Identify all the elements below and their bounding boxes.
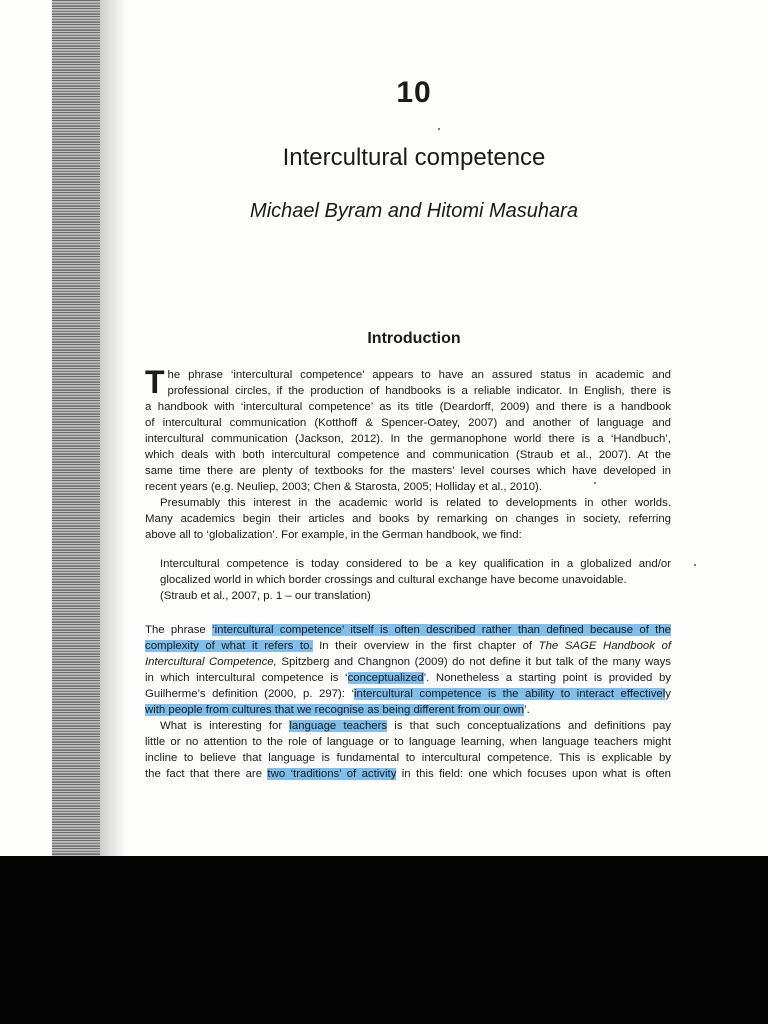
book-spine-shadow: [52, 0, 100, 856]
text-line: Presumably this interest in the academic world is related to developments in other worlds.: [160, 497, 671, 509]
paragraph-3: [145, 622, 671, 718]
text-line: which deals with both intercultural competence and communication (Straub et al., 2007). At the: [145, 449, 671, 461]
text-line: he phrase ‘intercultural competence’ appears to have an assured status in academic and: [167, 369, 671, 381]
text-line: of intercultural communication (Kotthoff & Spencer-Oatey, 2007) and another of language and: [145, 417, 671, 429]
text-line: intercultural communication (Jackson, 2012). In the germanophone world there is a ‘Handbuch’,: [145, 433, 671, 445]
text-line: [145, 670, 671, 686]
text-run: In their overview in the first chapter of: [312, 640, 539, 652]
quote-citation: (Straub et al., 2007, p. 1 – our translation): [160, 590, 371, 602]
text-line: [145, 686, 671, 702]
book-title-italic: The SAGE Handbook of: [538, 640, 671, 652]
text-line: Many academics begin their articles and books by remarking on changes in society, referring: [145, 513, 671, 525]
text-line: incline to believe that language is fundamental to intercultural competence. This is explicable by: [145, 752, 671, 764]
scan-speck: [694, 564, 696, 566]
quote-line: glocalized world in which border crossings and cultural exchange have become unavoidable.: [160, 574, 627, 586]
paragraph-2: [145, 495, 671, 543]
text-run: ’. Nonetheless a starting point is provided by: [423, 672, 671, 684]
book-title-italic: Intercultural Competence,: [145, 656, 277, 668]
highlighted-text: complexity of what it refers to.: [145, 640, 313, 652]
text-run: ’.: [524, 704, 530, 716]
text-line: above all to ‘globalization’. For example, in the German handbook, we find:: [145, 529, 522, 541]
paragraph-4: [145, 718, 671, 782]
highlighted-text: language teachers: [289, 720, 388, 732]
text-run: The phrase: [145, 624, 213, 636]
highlighted-text: ‘intercultural competence’ itself is often described rather than defined because of the: [212, 624, 671, 636]
text-run: the fact that there are: [145, 768, 268, 780]
text-line: [145, 622, 671, 638]
section-heading: Introduction: [367, 330, 461, 347]
text-run: y: [665, 688, 671, 700]
highlighted-text: conceptualized: [347, 672, 424, 684]
text-run: in this field: one which focuses upon what is often: [396, 768, 671, 780]
scan-black-margin: [0, 856, 768, 1024]
text-line: a handbook with ‘intercultural competence’ as its title (Deardorff, 2009) and there is a handbook: [145, 401, 671, 413]
highlighted-text: intercultural competence is the ability to interact effectivel: [354, 688, 666, 700]
chapter-authors: Michael Byram and Hitomi Masuhara: [250, 200, 578, 222]
text-line: [145, 654, 671, 670]
text-line: recent years (e.g. Neuliep, 2003; Chen & Starosta, 2005; Holliday et al., 2010).: [145, 481, 543, 493]
spine-gradient: [100, 0, 126, 856]
highlighted-text: two ‘traditions’ of activity: [267, 768, 397, 780]
scan-speck: [594, 482, 596, 484]
text-run: What is interesting for: [160, 720, 290, 732]
paragraph-1: [145, 364, 671, 495]
text-run: Spitzberg and Changnon (2009) do not define it but talk of the many ways: [276, 656, 671, 668]
text-run: in which intercultural competence is ‘: [145, 672, 348, 684]
text-line: same time there are plenty of textbooks for the masters’ level courses which have developed in: [145, 465, 671, 477]
text-line: [145, 702, 671, 718]
text-run: Guilherme’s definition (2000, p. 297): ‘: [145, 688, 354, 700]
text-line: little or no attention to the role of language or to language learning, when language teachers might: [145, 736, 671, 748]
text-line: [145, 766, 671, 782]
block-quote: [160, 556, 671, 604]
quote-line: Intercultural competence is today considered to be a key qualification in a globalized and/or: [160, 558, 671, 570]
highlighted-text: with people from cultures that we recognise as being different from our own: [145, 704, 525, 716]
text-run: is that such conceptualizations and definitions pay: [387, 720, 671, 732]
text-line: [145, 638, 671, 654]
chapter-number: 10: [396, 76, 432, 109]
text-line: [145, 718, 671, 734]
drop-cap: T: [145, 364, 165, 400]
scan-speck: [438, 128, 440, 130]
chapter-title: Intercultural competence: [282, 144, 546, 171]
text-line: professional circles, if the production of handbooks is a reliable indicator. In English, there is: [167, 385, 671, 397]
